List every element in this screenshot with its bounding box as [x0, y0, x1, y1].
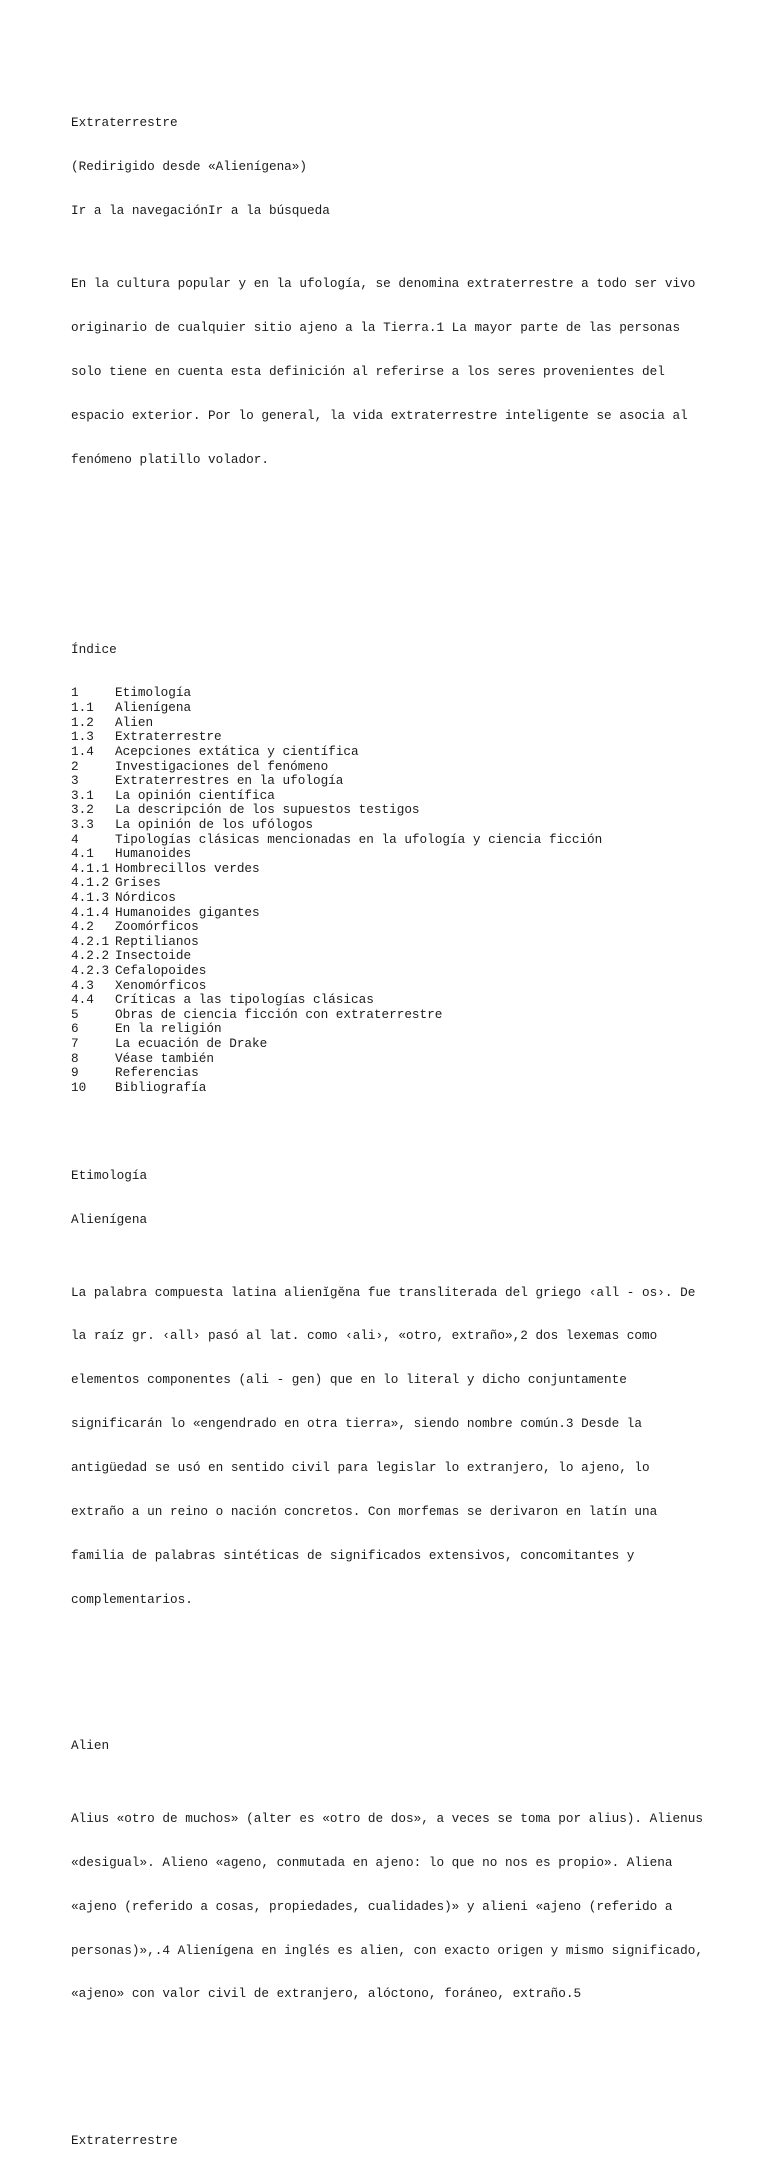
toc-item-label: Grises [115, 875, 161, 891]
toc-item-number: 8 [71, 1050, 79, 1066]
toc-item-label: Investigaciones del fenómeno [115, 758, 329, 774]
paragraph-line: «ajeno» con valor civil de extranjero, alóctono, foráneo, extraño.5 [71, 1986, 582, 2002]
toc-item-label: Extraterrestre [115, 729, 222, 745]
toc-item[interactable] [71, 818, 711, 833]
nav-links[interactable]: Ir a la navegaciónIr a la búsqueda [71, 202, 330, 218]
toc-item-number: 4.2.3 [71, 963, 110, 979]
toc-item[interactable] [71, 1052, 711, 1067]
toc-item[interactable] [71, 993, 711, 1008]
toc-item-label: Reptilianos [115, 933, 199, 949]
toc-item-label: Alienígena [115, 700, 192, 716]
toc-item-label: Nórdicos [115, 890, 176, 905]
toc-item-label: La descripción de los supuestos testigos [115, 802, 420, 818]
toc-item-label: Acepciones extática y científica [115, 743, 359, 759]
toc-item-number: 4 [71, 831, 79, 847]
toc-item-number: 1 [71, 685, 79, 701]
toc-item-number: 4.2 [71, 919, 94, 935]
toc-item-label: La opinión científica [115, 787, 275, 803]
toc-item-number: 7 [71, 1036, 79, 1052]
toc-item-number: 4.1.1 [71, 860, 110, 876]
toc-item-number: 4.1.3 [71, 890, 110, 905]
toc-item[interactable] [71, 760, 711, 775]
toc-item-number: 9 [71, 1065, 79, 1081]
toc-item-label: Hombrecillos verdes [115, 860, 260, 876]
toc-item-label: Véase también [115, 1050, 214, 1066]
document-body [71, 87, 711, 2163]
toc-item-number: 3 [71, 773, 79, 789]
paragraph-line: personas)»,.4 Alienígena en inglés es alien, con exacto origen y mismo significado, [71, 1942, 703, 1958]
article-title: Extraterrestre [71, 115, 178, 131]
toc-item-number: 3.2 [71, 802, 94, 818]
toc-item-label: Zoomórficos [115, 919, 199, 935]
toc-item[interactable] [71, 730, 711, 745]
spacer [71, 2075, 711, 2090]
redirect-note: (Redirigido desde «Alienígena») [71, 159, 308, 175]
toc-heading: Índice [71, 641, 117, 657]
toc-item-number: 5 [71, 1006, 79, 1022]
toc-item[interactable] [71, 833, 711, 848]
intro-line: fenómeno platillo volador. [71, 451, 269, 467]
paragraph-line: complementarios. [71, 1591, 193, 1607]
toc-item-label: La ecuación de Drake [115, 1036, 268, 1052]
toc-item-number: 3.3 [71, 816, 94, 832]
toc-item-number: 6 [71, 1021, 79, 1037]
toc-item-label: Humanoides gigantes [115, 904, 260, 920]
toc-item-label: Tipologías clásicas mencionadas en la ufología y ciencia ficción [115, 831, 603, 847]
toc-item-label: En la religión [115, 1021, 222, 1037]
toc-item[interactable] [71, 920, 711, 935]
toc-item[interactable] [71, 1008, 711, 1023]
toc-item-number: 1.2 [71, 714, 94, 730]
toc-item-number: 1.3 [71, 729, 94, 745]
toc-item-number: 4.1.2 [71, 875, 110, 891]
toc-item-number: 3.1 [71, 787, 94, 803]
alien-paragraph [71, 1783, 711, 2032]
toc-item[interactable] [71, 1081, 711, 1096]
toc-item[interactable] [71, 716, 711, 731]
paragraph-line: extraño a un reino o nación concretos. Con morfemas se derivaron en latín una [71, 1503, 658, 1519]
toc-item[interactable] [71, 1037, 711, 1052]
toc-item-number: 1.4 [71, 743, 94, 759]
toc-item-label: Etimología [115, 685, 192, 701]
toc-item[interactable] [71, 745, 711, 760]
intro-line: originario de cualquier sitio ajeno a la Tierra.1 La mayor parte de las personas [71, 319, 681, 335]
toc-item[interactable] [71, 774, 711, 789]
intro-line: solo tiene en cuenta esta definición al referirse a los seres provenientes del [71, 363, 665, 379]
toc-item[interactable] [71, 1066, 711, 1081]
paragraph-line: antigüedad se usó en sentido civil para legislar lo extranjero, lo ajeno, lo [71, 1460, 650, 1476]
toc-item[interactable] [71, 906, 711, 921]
section-heading-alien: Alien [71, 1737, 110, 1753]
toc-item-number: 2 [71, 758, 79, 774]
toc-item-label: Extraterrestres en la ufología [115, 773, 344, 789]
toc-item[interactable] [71, 1022, 711, 1037]
alienigena-paragraph [71, 1256, 711, 1636]
intro-paragraph [71, 248, 711, 497]
section-heading-extraterrestre: Extraterrestre [71, 2132, 178, 2148]
toc-item[interactable] [71, 701, 711, 716]
paragraph-line: la raíz gr. ‹all› pasó al lat. como ‹ali›, «otro, extraño»,2 dos lexemas como [71, 1328, 658, 1344]
toc-item[interactable] [71, 686, 711, 701]
paragraph-line: «ajeno (referido a cosas, propiedades, cualidades)» y alieni «ajeno (referido a [71, 1898, 673, 1914]
toc-item[interactable] [71, 847, 711, 862]
section-heading-etimologia: Etimología [71, 1167, 148, 1183]
paragraph-line: elementos componentes (ali - gen) que en lo literal y dicho conjuntamente [71, 1372, 627, 1388]
toc-item-number: 4.1.4 [71, 904, 110, 920]
spacer [71, 540, 711, 569]
paragraph-line: «desigual». Alieno «ageno, conmutada en ajeno: lo que no nos es propio». Aliena [71, 1854, 673, 1870]
toc-item-number: 4.4 [71, 992, 94, 1008]
table-of-contents [71, 613, 711, 1124]
toc-item-number: 10 [71, 1079, 87, 1095]
toc-item[interactable] [71, 891, 711, 906]
paragraph-line: familia de palabras sintéticas de significados extensivos, concomitantes y [71, 1547, 635, 1563]
toc-item-label: Humanoides [115, 846, 192, 862]
toc-item[interactable] [71, 949, 711, 964]
paragraph-line: significarán lo «engendrado en otra tierra», siendo nombre común.3 Desde la [71, 1416, 643, 1432]
toc-item-number: 1.1 [71, 700, 94, 716]
toc-item-label: Alien [115, 714, 154, 730]
section-heading-alienigena: Alienígena [71, 1211, 148, 1227]
toc-item-label: Cefalopoides [115, 963, 207, 979]
toc-item-number: 4.3 [71, 977, 94, 993]
spacer [71, 1680, 711, 1695]
toc-item[interactable] [71, 862, 711, 877]
toc-item-label: Insectoide [115, 948, 192, 964]
paragraph-line: La palabra compuesta latina alienĭgĕna fue transliterada del griego ‹all - os›. De [71, 1284, 696, 1300]
toc-list [71, 686, 711, 1095]
toc-item[interactable] [71, 789, 711, 804]
toc-item-label: Críticas a las tipologías clásicas [115, 992, 374, 1008]
toc-item[interactable] [71, 964, 711, 979]
toc-item-number: 4.1 [71, 846, 94, 862]
toc-item-number: 4.2.2 [71, 948, 110, 964]
paragraph-line: Alius «otro de muchos» (alter es «otro de dos», a veces se toma por alius). Alienus [71, 1810, 703, 1826]
toc-item-label: Bibliografía [115, 1079, 207, 1095]
toc-item[interactable] [71, 979, 711, 994]
toc-item-number: 4.2.1 [71, 933, 110, 949]
toc-item[interactable] [71, 876, 711, 891]
intro-line: espacio exterior. Por lo general, la vida extraterrestre inteligente se asocia al [71, 407, 688, 423]
intro-line: En la cultura popular y en la ufología, se denomina extraterrestre a todo ser vivo [71, 276, 696, 292]
toc-item[interactable] [71, 935, 711, 950]
toc-item-label: La opinión de los ufólogos [115, 816, 313, 832]
toc-item-label: Xenomórficos [115, 977, 207, 993]
toc-item[interactable] [71, 803, 711, 818]
toc-item-label: Referencias [115, 1065, 199, 1081]
toc-item-label: Obras de ciencia ficción con extraterrestre [115, 1006, 443, 1022]
